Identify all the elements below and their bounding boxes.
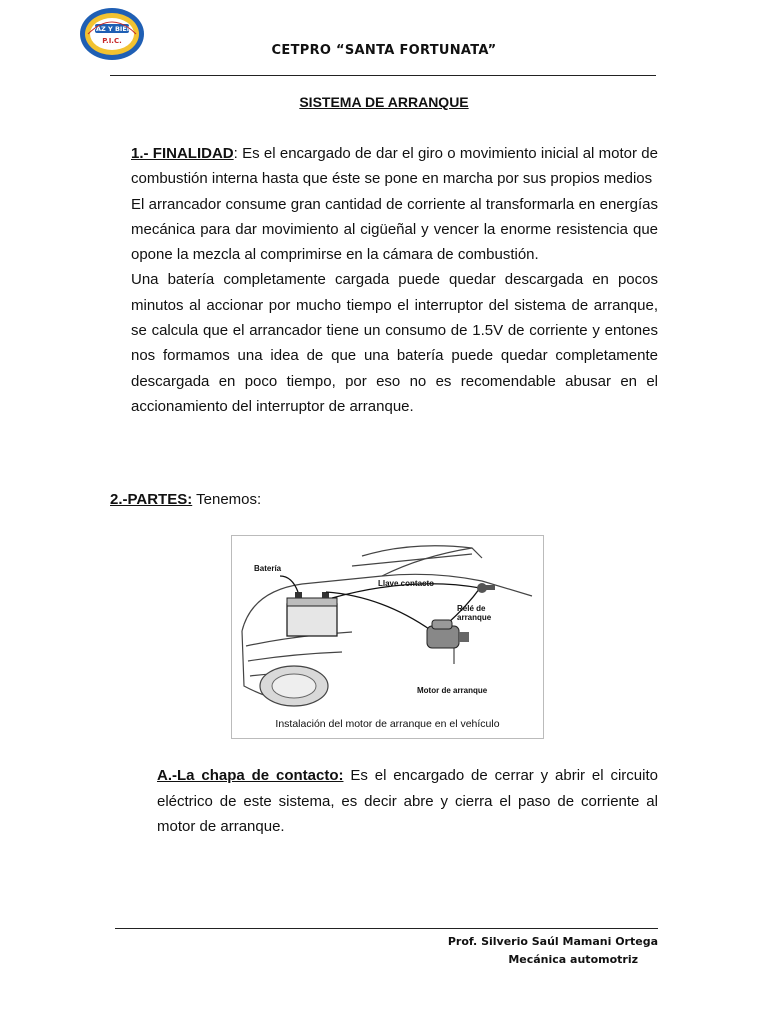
battery-shape [287,592,337,636]
page-footer [448,933,658,969]
heading-finalidad: 1.- FINALIDAD [131,145,234,162]
paragraph-arrancador: El arrancador consume gran cantidad de corriente al transformarla en energías mecánica para dar movimiento al cigüeñal y vencer la enorme resistencia que opone la mezcla al comprimirse en la cámara de combustión. [131,195,658,264]
wheel-shape [260,666,328,706]
label-rele-line1: Relé de [457,604,486,613]
label-bateria: Batería [254,564,282,573]
heading-chapa-contacto: A.-La chapa de contacto: [157,767,344,784]
logo-text-top: PAZ Y BIEN [91,25,133,33]
starter-motor-shape [427,620,469,664]
header-divider [110,75,656,76]
section-finalidad [131,141,658,419]
footer-divider [115,928,658,929]
paragraph-finalidad [131,141,658,192]
document-title: SISTEMA DE ARRANQUE [299,94,469,110]
partes-text: Tenemos: [192,491,262,508]
label-rele-line2: arranque [457,613,492,622]
chapa-text: Es el encargado de cerrar y abrir el circuito eléctrico de este sistema, es decir abre y cierra el paso de corriente al motor de arranque. [157,767,658,835]
logo-text-mid: P.I.C. [102,37,122,45]
section-partes [110,489,261,511]
footer-course: Mecánica automotriz [508,953,638,966]
finalidad-text: : Es el encargado de dar el giro o movimiento inicial al motor de combustión interna hasta que éste se pone en marcha por sus propios medios [131,145,658,188]
figure-caption: Instalación del motor de arranque en el vehículo [275,718,500,730]
institution-title: CETPRO “SANTA FORTUNATA” [271,43,497,58]
label-rele [457,604,491,622]
heading-partes: 2.-PARTES: [110,491,193,508]
label-motor-arranque: Motor de arranque [417,686,488,695]
section-chapa-contacto [157,763,658,840]
car-illustration [232,536,543,716]
footer-author: Prof. Silverio Saúl Mamani Ortega [447,935,658,948]
paragraph-bateria: Una batería completamente cargada puede quedar descargada en pocos minutos al accionar por mucho tiempo el interruptor del sistema de arranque, se calcula que el arrancador tiene un consumo de 1.5V de corriente y entones nos formamos una idea de que una batería puede quedar completamente descargada en poco tiempo, por eso no es recomendable abusar en el accionamiento del interruptor de arranque. [131,271,658,415]
starter-installation-figure [231,535,544,739]
paragraph-chapa [157,763,658,840]
label-llave-contacto: Llave contacto [378,579,435,588]
